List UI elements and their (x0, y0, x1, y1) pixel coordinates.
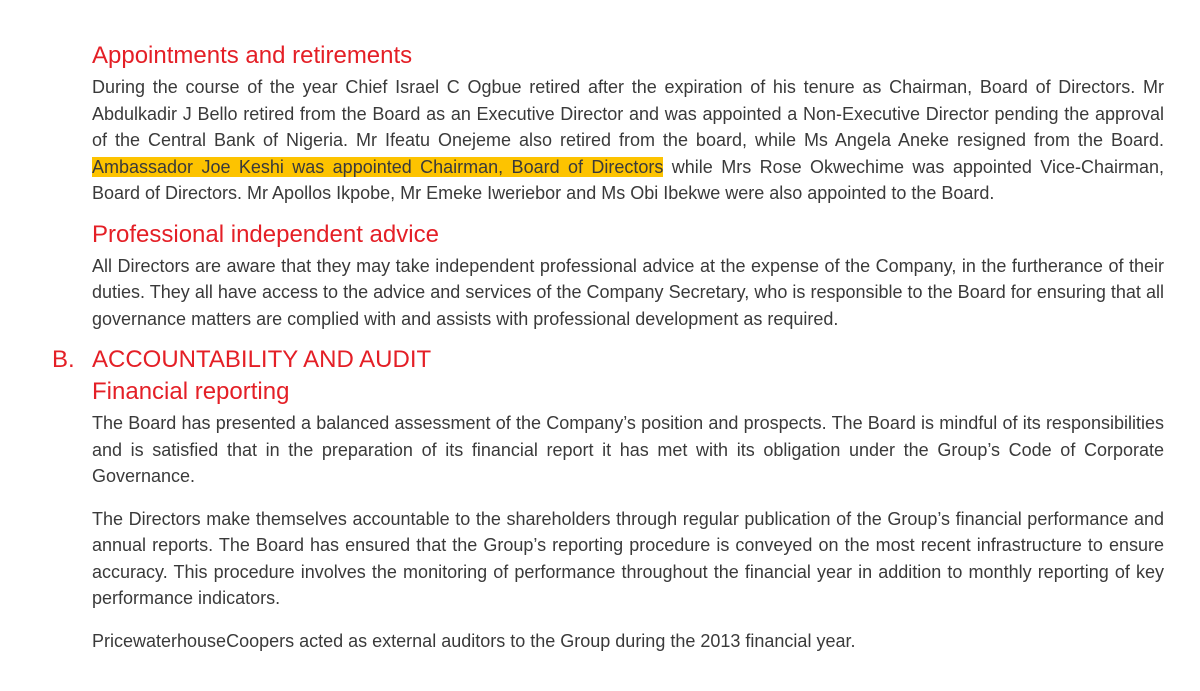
appointments-paragraph (92, 74, 1164, 207)
section-heading (52, 344, 1164, 376)
highlighted-text[interactable]: Ambassador Joe Keshi was appointed Chairman, Board of Directors (92, 156, 664, 177)
advice-heading: Professional independent advice (92, 220, 439, 248)
advice-paragraph: All Directors are aware that they may take independent professional advice at the expense of the Company, in the furtherance of their duties. They all have access to the advice and services of the Company Secretary, who is responsible to the Board for ensuring that all governance matters are complied with and assists with professional development as required. (92, 255, 1164, 329)
financial-paragraph-3: PricewaterhouseCoopers acted as external auditors to the Group during the 2013 financial year. (92, 630, 856, 651)
appointments-text-after: while Mrs Rose Okwechime was appointed Vice-Chairman, Board of Directors. Mr Apollos Ikpobe, Mr Emeke Iweriebor and Ms Obi Ibekwe were also appointed to the Board. (92, 156, 1164, 203)
document-page (52, 40, 1164, 654)
section-title: ACCOUNTABILITY AND AUDIT (92, 346, 432, 373)
financial-paragraph-1: The Board has presented a balanced assessment of the Company’s position and prospects. The Board is mindful of its responsibilities and is satisfied that in the preparation of its financial report it has met with its obligation under the Group’s Code of Corporate Governance. (92, 413, 1164, 486)
section-letter: B. (52, 346, 75, 373)
financial-paragraph-2: The Directors make themselves accountable to the shareholders through regular publication of the Group’s financial performance and annual reports. The Board has ensured that the Group’s reporting procedure is conveyed on the most recent infrastructure to ensure accuracy. This procedure involves the monitoring of performance throughout the financial year in addition to monthly reporting of key performance indicators. (92, 508, 1164, 608)
financial-reporting-heading: Financial reporting (92, 378, 290, 405)
appointments-heading: Appointments and retirements (92, 42, 413, 69)
appointments-text-before: During the course of the year Chief Israel C Ogbue retired after the expiration of his tenure as Chairman, Board of Directors. Mr Abdulkadir J Bello retired from the Board as an Executive Director and was appointed a Non-Executive Director pending the approval of the Central Bank of Nigeria. Mr Ifeatu Onejeme also retired from the board, while Ms Angela Aneke resigned from the Board. (92, 77, 1164, 150)
